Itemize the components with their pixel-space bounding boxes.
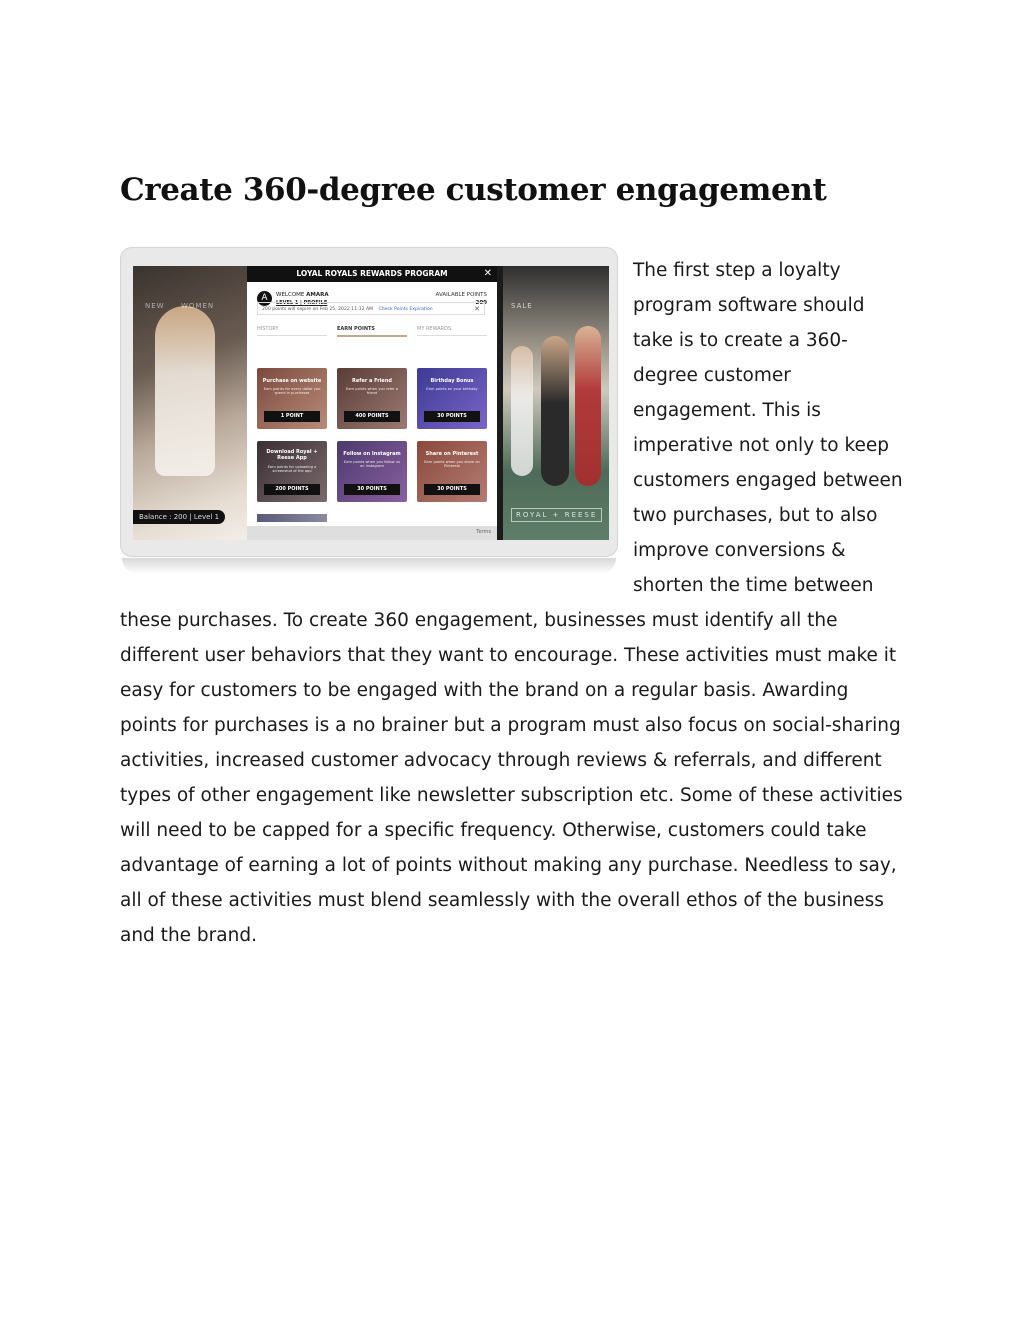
points-button[interactable]: 30 POINTS (424, 411, 480, 422)
screenshot-screen (133, 266, 609, 540)
level-profile-links[interactable]: LEVEL 1 | PROFILE (276, 300, 328, 306)
balance-pill[interactable]: Balance : 200 | Level 1 (133, 510, 225, 524)
earn-card-app: Download Royal + Reese App Earn points for uploading a screenshot of the app 200 POINTS (257, 441, 327, 502)
points-button[interactable]: 200 POINTS (264, 484, 320, 495)
tab-earn-points[interactable]: EARN POINTS (337, 326, 407, 337)
points-button[interactable]: 30 POINTS (424, 484, 480, 495)
terms-link[interactable]: Terms (476, 529, 491, 535)
user-name: AMARA (306, 292, 329, 298)
nav-item-new[interactable]: NEW (145, 302, 165, 310)
points-button[interactable]: 1 POINT (264, 411, 320, 422)
nav-item-women[interactable]: WOMEN (181, 302, 215, 310)
modal-tabs (257, 326, 487, 338)
nav-item-sale[interactable]: SALE (511, 302, 533, 310)
brand-logo: ROYAL + REESE (511, 508, 602, 522)
points-button[interactable]: 30 POINTS (344, 484, 400, 495)
available-points-value: 200 (475, 300, 487, 306)
earn-card-birthday: Birthday Bonus Earn points on your birthday 30 POINTS (417, 368, 487, 429)
dismiss-icon[interactable]: ✕ (474, 305, 480, 313)
modal-footer (247, 526, 497, 540)
check-expiration-link[interactable]: Check Points Expiration (378, 307, 433, 312)
available-points-label: AVAILABLE POINTS (435, 292, 487, 298)
tab-history[interactable]: HISTORY (257, 326, 327, 336)
screenshot-reflection (122, 558, 616, 574)
article-heading: Create 360-degree customer engagement (120, 172, 827, 208)
expiry-notice: 200 points will expire on Feb 25, 2022 11:32 AM Check Points Expiration ✕ (257, 302, 485, 315)
earn-card-purchase: Purchase on website Earn points for every dollar you spend in purchases 1 POINT (257, 368, 327, 429)
welcome-text: WELCOME AMARA (276, 292, 329, 298)
earn-card-pinterest: Share on Pinterest Earn points when you share on Pinterest 30 POINTS (417, 441, 487, 502)
modal-header (247, 266, 497, 282)
close-icon[interactable]: ✕ (483, 268, 492, 279)
modal-title: LOYAL ROYALS REWARDS PROGRAM (296, 269, 448, 278)
article-paragraph: The first step a loyalty program software should take is to create a 360-degree customer engagement. This is imperative not only to keep customers engaged between two purchases, but to also improve conversions & shorten the time between these purchases. To create 360 engagement, businesses must identify all the different user behaviors that they want to encourage. These activities must make it easy for customers to be engaged with the brand on a regular basis. Awarding points for purchases is a no brainer but a program must also focus on social-sharing activities, increased customer advocacy through reviews & referrals, and different types of other engagement like newsletter subscription etc. Some of these activities will need to be capped for a specific frequency. Otherwise, customers could take advantage of earning a lot of points without making any purchase. Needless to say, all of these activities must blend seamlessly with the overall ethos of the business and the brand. (120, 260, 903, 946)
rewards-modal (247, 266, 497, 540)
points-button[interactable]: 400 POINTS (344, 411, 400, 422)
earn-card-partial (257, 514, 327, 522)
tab-my-rewards[interactable]: MY REWARDS (417, 326, 487, 336)
screenshot-frame (120, 247, 618, 557)
earn-card-instagram: Follow on Instagram Earn points when you follow us on Instagram 30 POINTS (337, 441, 407, 502)
avatar[interactable]: A (257, 291, 272, 306)
embedded-screenshot (120, 247, 618, 577)
earn-card-referral: Refer a Friend Earn points when you refer a friend 400 POINTS (337, 368, 407, 429)
